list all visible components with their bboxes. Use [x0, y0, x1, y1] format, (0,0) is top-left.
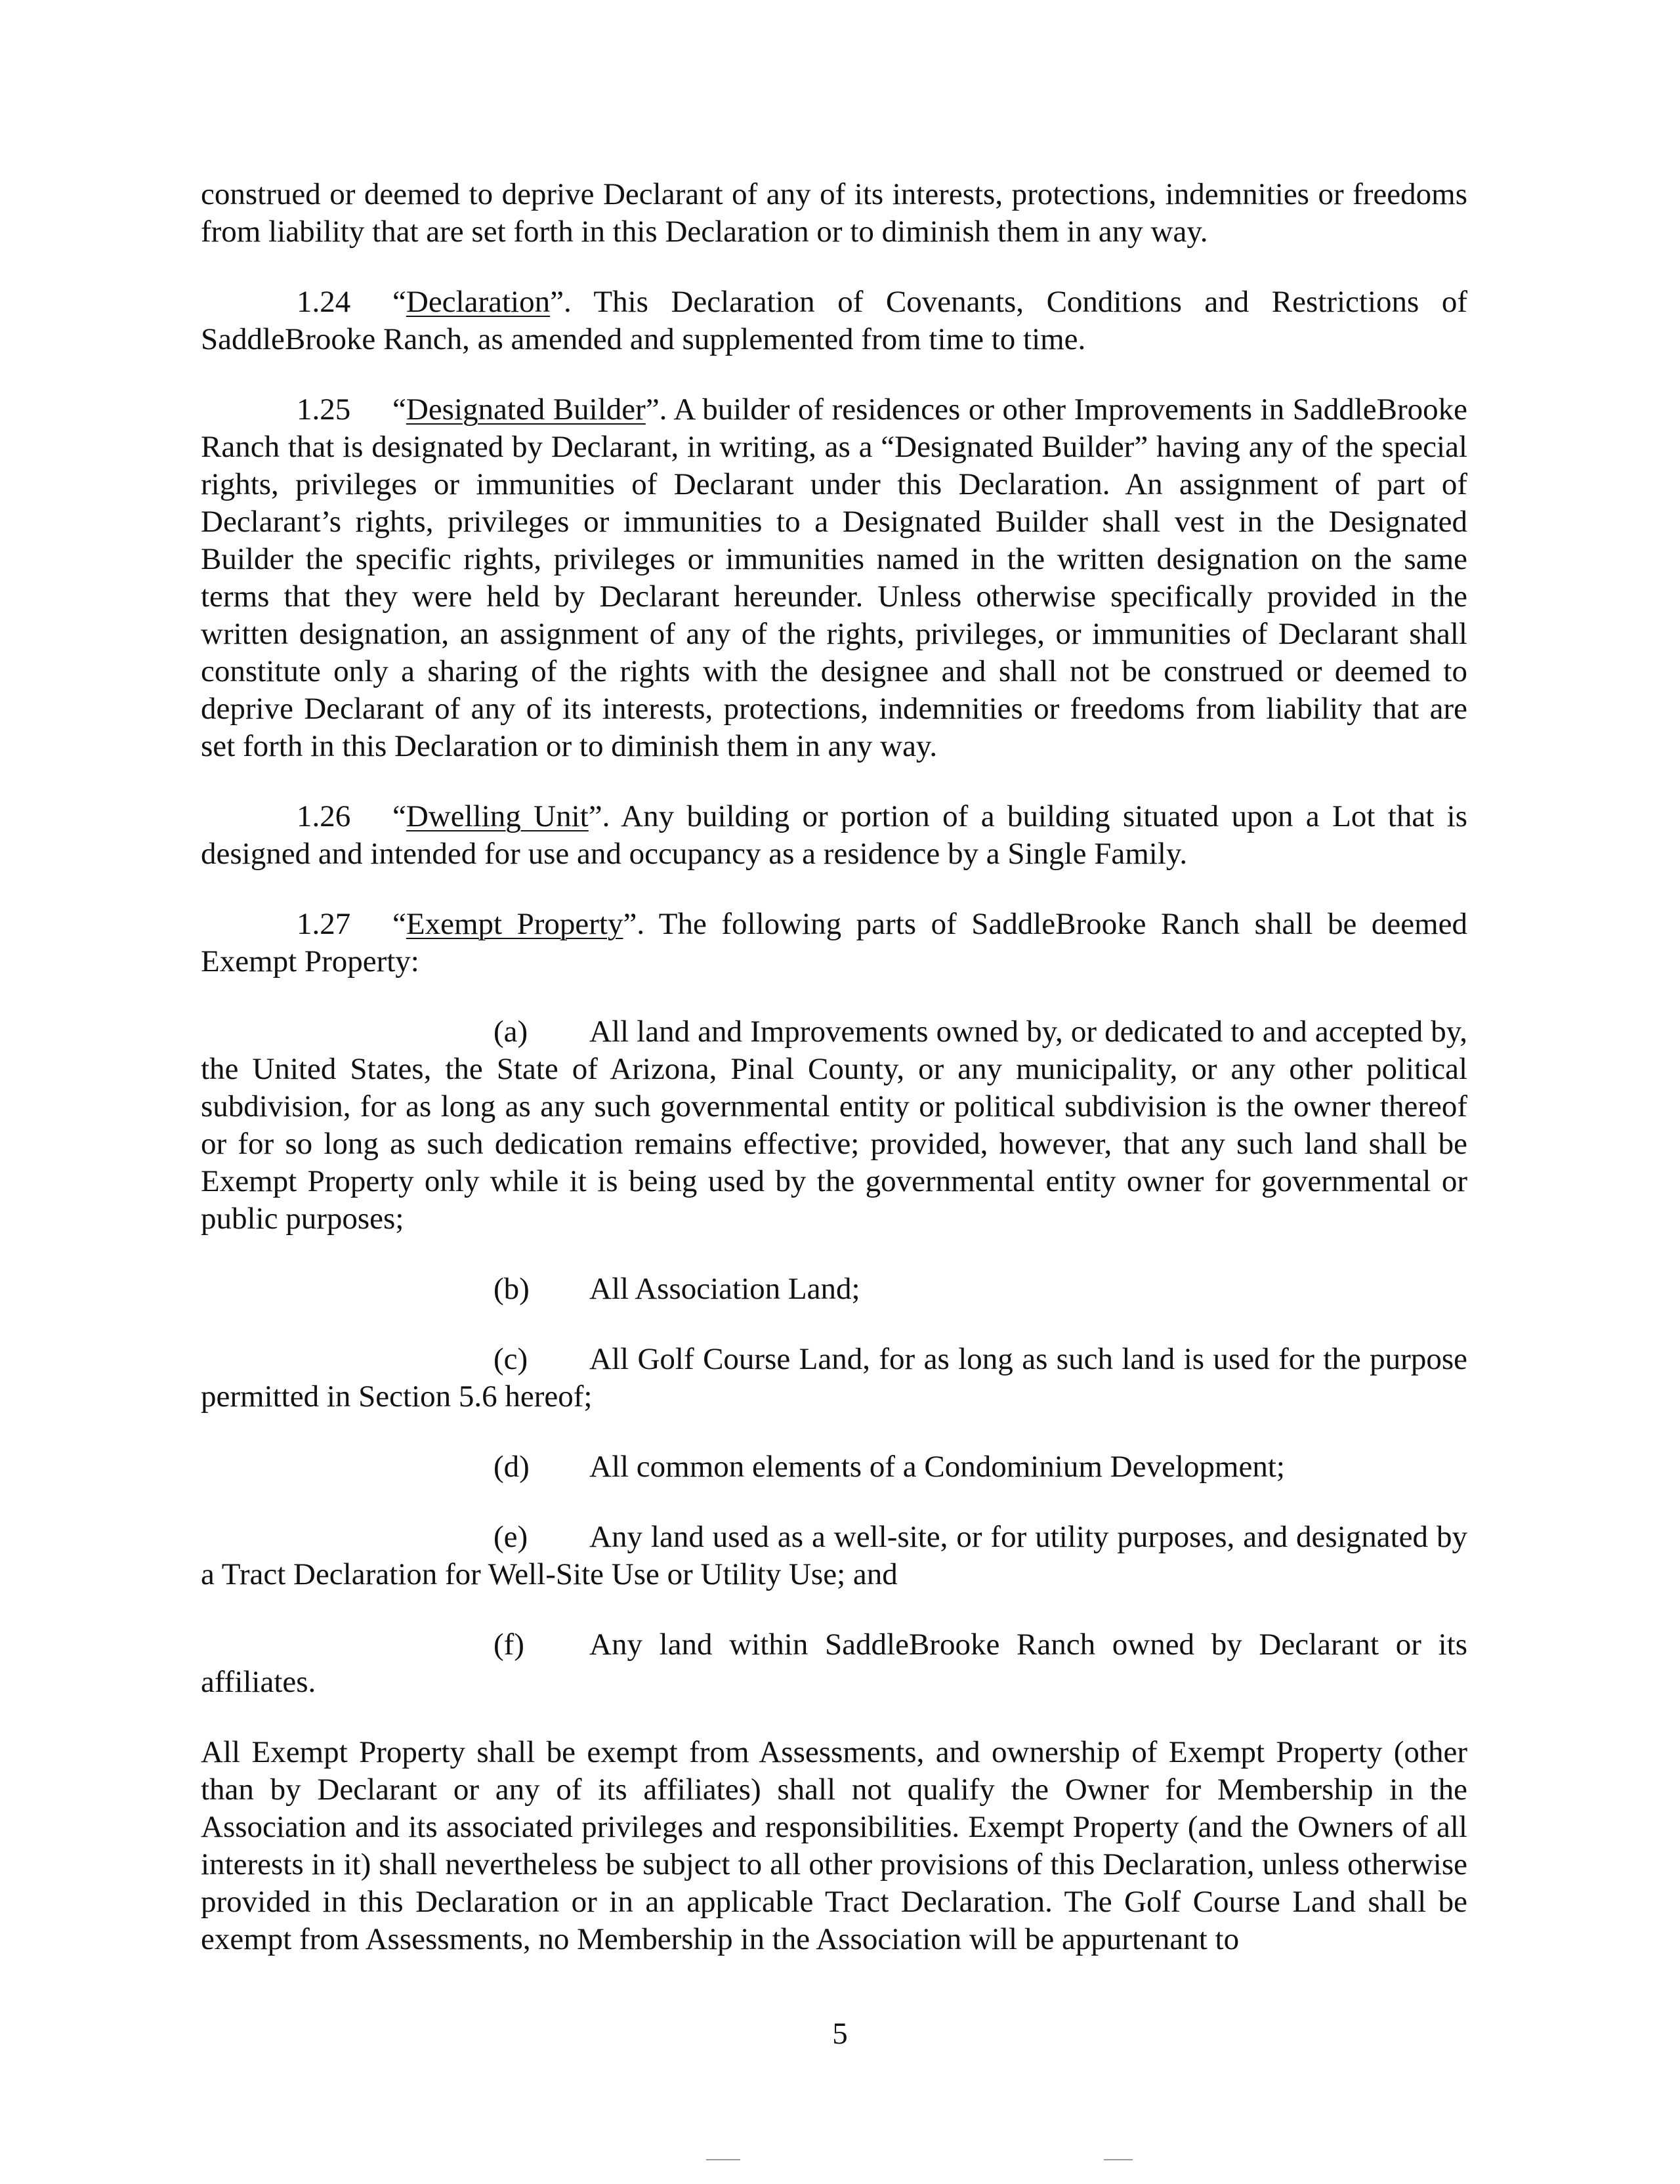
opening-paragraph: construed or deemed to deprive Declarant of any of its interests, protections, indemnities or freedoms from liability that are set forth in this Declaration or to diminish them in any way.	[201, 177, 1467, 249]
section-1-27: 1.27 “Exempt Property”. The following parts of SaddleBrooke Ranch shall be deemed Exempt Property:	[201, 907, 1467, 978]
subitem-a	[201, 1013, 1467, 1238]
subitem-d	[201, 1448, 1467, 1486]
section-text: The following parts of SaddleBrooke Ranch shall be deemed Exempt Property:	[201, 907, 1467, 978]
subitem-text: Any land used as a well-site, or for utility purposes, and designated by a Tract Declaration for Well-Site Use or Utility Use; and	[201, 1520, 1467, 1591]
subitem-e	[201, 1519, 1467, 1593]
section-1-26: 1.26 “Dwelling Unit”. Any building or portion of a building situated upon a Lot that is designed and intended for use and occupancy as a residence by a Single Family.	[201, 799, 1467, 871]
page-number: 5	[832, 2017, 848, 2051]
subitem-text: All Golf Course Land, for as long as such land is used for the purpose permitted in Section 5.6 hereof;	[201, 1342, 1467, 1414]
subitem-f	[201, 1626, 1467, 1701]
defined-term-designated-builder: Designated Builder	[406, 392, 646, 427]
subitem-label: (b)	[494, 1272, 530, 1306]
scan-artifact	[706, 2159, 740, 2160]
subitem-label: (a)	[494, 1015, 528, 1049]
subitem-text: All land and Improvements owned by, or dedicated to and accepted by, the United States, the State of Arizona, Pinal County, or any municipality, or any other political subdivision, for as long as any such governmental entity or political subdivision is the owner thereof or for so long as such dedication remains effective; provided, however, that any such land shall be Exempt Property only while it is being used by the governmental entity owner for governmental or public purposes;	[201, 1015, 1467, 1236]
section-number: 1.27	[297, 907, 351, 941]
subitem-b	[201, 1270, 1467, 1308]
closing-paragraph: All Exempt Property shall be exempt from Assessments, and ownership of Exempt Property (other than by Declarant or any of its affiliates) shall not qualify the Owner for Membership in the Association and its associated privileges and responsibilities. Exempt Property (and the Owners of all interests in it) shall nevertheless be subject to all other provisions of this Declaration, unless otherwise provided in this Declaration or in an applicable Tract Declaration. The Golf Course Land shall be exempt from Assessments, no Membership in the Association will be appurtenant to	[201, 1735, 1467, 1956]
section-number: 1.26	[297, 799, 351, 833]
document-body	[201, 176, 1467, 1958]
subitem-label: (c)	[494, 1342, 528, 1376]
section-text: Any building or portion of a building situated upon a Lot that is designed and intended for use and occupancy as a residence by a Single Family.	[201, 799, 1467, 871]
defined-term-declaration: Declaration	[406, 285, 551, 319]
section-number: 1.25	[297, 392, 351, 427]
section-1-25: 1.25 “Designated Builder”. A builder of residences or other Improvements in SaddleBrooke Ranch that is designated by Declarant, in writing, as a “Designated Builder” having any of the special rights, privileges or immunities of Declarant under this Declaration. An assignment of part of Declarant’s rights, privileges or immunities to a Designated Builder shall vest in the Designated Builder the specific rights, privileges or immunities named in the written designation on the same terms that they were held by Declarant hereunder. Unless otherwise specifically provided in the written designation, an assignment of any of the rights, privileges, or immunities of Declarant shall constitute only a sharing of the rights with the designee and shall not be construed or deemed to deprive Declarant of any of its interests, protections, indemnities or freedoms from liability that are set forth in this Declaration or to diminish them in any way.	[201, 392, 1467, 763]
scan-artifact	[1104, 2159, 1133, 2160]
defined-term-exempt-property: Exempt Property	[406, 907, 623, 941]
subitem-label: (d)	[494, 1450, 530, 1484]
section-number: 1.24	[297, 285, 351, 319]
subitem-text: All common elements of a Condominium Development;	[589, 1450, 1285, 1484]
subitem-text: Any land within SaddleBrooke Ranch owned by Declarant or its affiliates.	[201, 1628, 1467, 1699]
subitem-label: (f)	[494, 1628, 524, 1662]
section-1-24: 1.24 “Declaration”. This Declaration of Covenants, Conditions and Restrictions of SaddleBrooke Ranch, as amended and supplemented from time to time.	[201, 285, 1467, 356]
defined-term-dwelling-unit: Dwelling Unit	[406, 799, 589, 833]
section-text: This Declaration of Covenants, Conditions and Restrictions of SaddleBrooke Ranch, as amended and supplemented from time to time.	[201, 285, 1467, 356]
subitem-label: (e)	[494, 1520, 528, 1554]
subitem-text: All Association Land;	[589, 1272, 860, 1306]
section-text: A builder of residences or other Improvements in SaddleBrooke Ranch that is designated by Declarant, in writing, as a “Designated Builder” having any of the special rights, privileges or immunities of Declarant under this Declaration. An assignment of part of Declarant’s rights, privileges or immunities to a Designated Builder shall vest in the Designated Builder the specific rights, privileges or immunities named in the written designation on the same terms that they were held by Declarant hereunder. Unless otherwise specifically provided in the written designation, an assignment of any of the rights, privileges, or immunities of Declarant shall constitute only a sharing of the rights with the designee and shall not be construed or deemed to deprive Declarant of any of its interests, protections, indemnities or freedoms from liability that are set forth in this Declaration or to diminish them in any way.	[201, 392, 1467, 763]
subitem-c	[201, 1341, 1467, 1416]
